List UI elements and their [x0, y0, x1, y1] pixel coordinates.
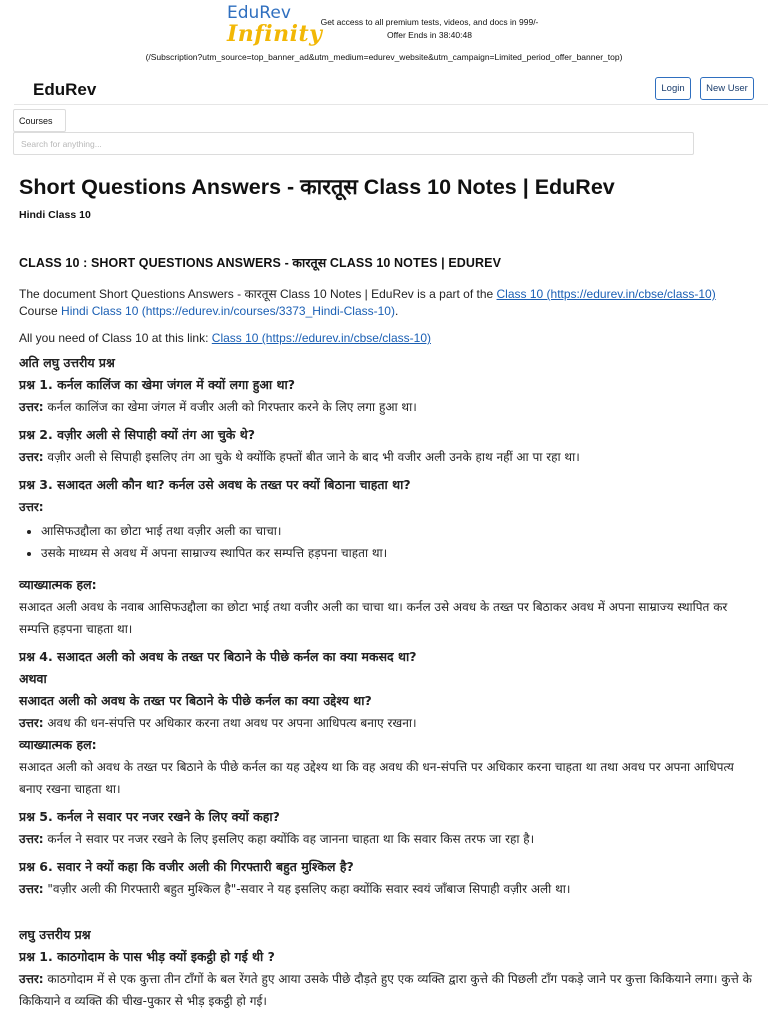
answer-1 — [19, 396, 754, 418]
answer-3-list — [41, 520, 754, 564]
answer-4 — [19, 712, 754, 734]
answer-6 — [19, 878, 754, 900]
answer-text: कर्नल ने सवार पर नजर रखने के लिए इसलिए कहा क्योंकि वह जानना चाहता था कि सवार किस तरफ जा रहा है। — [43, 832, 535, 846]
question-6: प्रश्न 6. सवार ने क्यों कहा कि वजीर अली की गिरफ्तारी बहुत मुश्किल है? — [19, 859, 354, 874]
header-divider — [14, 104, 768, 105]
answer-label: उत्तर: — [19, 972, 44, 986]
answer-text: काठगोदाम में से एक कुत्ता तीन टाँगों के बल रेंगते हुए आया उसके पीछे दौड़ते हुए एक व्यक्ति द्वारा कुत्ते की पिछली टाँग पकड़े जाने पर कुत्ता किकियाने लगा। कुत्ते के किकियाने व व्यक्ति की चीख-पुकार से भीड़ इकट्ठी हो गई। — [19, 972, 752, 1008]
explain-text-3: सआदत अली अवध के नवाब आसिफउद्दौला का छोटा भाई तथा वजीर अली का चाचा था। कर्नल उसे अवध के तख्त पर बिठाकर अवध में अपना साम्राज्य स्थापित कर सम्पत्ति हड़पना चाहता था। — [19, 600, 728, 636]
answer-3-label — [19, 496, 754, 518]
explain-text-4: सआदत अली को अवध के तख्त पर बिठाने के पीछे कर्नल का यह उद्देश्य था कि वह अवध की धन-संपत्ति पर अधिकार करना चाहता था तथा अवध पर अपना आधिपत्य बनाए रखना चाहता था। — [19, 760, 734, 796]
answer-label: उत्तर: — [19, 450, 44, 464]
promo-banner[interactable] — [0, 0, 768, 64]
question-3: प्रश्न 3. सआदत अली कौन था? कर्नल उसे अवध के तख्त पर क्यों बिठाना चाहता था? — [19, 477, 411, 492]
question-1: प्रश्न 1. कर्नल कालिंज का खेमा जंगल में क्यों लगा हुआ था? — [19, 377, 295, 392]
page-subtitle[interactable]: Hindi Class 10 — [19, 209, 91, 221]
answer-text: "वज़ीर अली की गिरफ्तारी बहुत मुश्किल है"-सवार ने यह इसलिए कहा क्योंकि सवार स्वयं जाँबाज सिपाही वज़ीर अली था। — [43, 882, 571, 896]
answer-text: वज़ीर अली से सिपाही इसलिए तंग आ चुके थे क्योंकि हफ्तों बीत जाने के बाद भी वजीर अली उनके हाथ नहीं आ पा रहा था। — [43, 450, 580, 464]
list-item: • आसिफउद्दौला का छोटा भाई तथा वज़ीर अली का चाचा। — [41, 520, 754, 542]
section-heading-1: अति लघु उत्तरीय प्रश्न — [19, 355, 115, 370]
explain-label-3: व्याख्यात्मक हल: — [19, 577, 97, 592]
all-need-text: All you need of Class 10 at this link: — [19, 331, 212, 345]
brand-logo[interactable]: EduRev — [33, 80, 97, 99]
logo-edurev-text: EduRev — [227, 3, 291, 23]
document-intro — [19, 286, 754, 320]
page-title: Short Questions Answers - कारतूस Class 10 Notes | EduRev — [19, 175, 615, 199]
intro-end: . — [394, 304, 399, 318]
s2-answer-1 — [19, 968, 754, 1012]
answer-label: उत्तर: — [19, 832, 44, 846]
question-5: प्रश्न 5. कर्नल ने सवार पर नजर रखने के लिए क्यों कहा? — [19, 809, 280, 824]
hindi-course-link[interactable]: Hindi Class 10 (https://edurev.in/courses/3373_Hindi-Class-10) — [61, 304, 395, 318]
promo-line-2: Offer Ends in 38:40:48 — [387, 30, 472, 40]
explain-label-4: व्याख्यात्मक हल: — [19, 737, 97, 752]
edurev-infinity-logo — [227, 3, 323, 52]
all-you-need — [19, 330, 754, 347]
answer-label: उत्तर: — [19, 400, 44, 414]
intro-mid: Course — [19, 304, 62, 318]
courses-tab[interactable]: Courses — [13, 109, 66, 132]
question-4-alt: सआदत अली को अवध के तख्त पर बिठाने के पीछे कर्नल का क्या उद्देश्य था? — [19, 693, 372, 708]
s2-question-1: प्रश्न 1. काठगोदाम के पास भीड़ क्यों इकट्ठी हो गई थी ? — [19, 949, 275, 964]
main-content — [19, 174, 754, 1012]
intro-text: The document Short Questions Answers - कारतूस Class 10 Notes | EduRev is a part of the — [19, 287, 497, 301]
section-heading-2: लघु उत्तरीय प्रश्न — [19, 927, 91, 942]
new-user-button[interactable]: New User — [700, 77, 754, 100]
answer-2 — [19, 446, 754, 468]
login-button[interactable]: Login — [655, 77, 691, 100]
promo-url[interactable]: (/Subscription?utm_source=top_banner_ad&utm_medium=edurev_website&utm_campaign=Limited_period_offer_banner_top) — [145, 52, 623, 62]
promo-text — [307, 16, 552, 42]
class10-link[interactable]: Class 10 (https://edurev.in/cbse/class-10) — [496, 287, 716, 301]
list-item: • उसके माध्यम से अवध में अपना साम्राज्य स्थापित कर सम्पत्ति हड़पना चाहता था। — [41, 542, 754, 564]
class10-link-2[interactable]: Class 10 (https://edurev.in/cbse/class-10) — [211, 331, 431, 345]
search-input[interactable] — [13, 132, 694, 155]
promo-line-1: Get access to all premium tests, videos, and docs in 999/- — [320, 17, 539, 27]
answer-label: उत्तर: — [19, 882, 44, 896]
answer-text: कर्नल कालिंज का खेमा जंगल में वजीर अली को गिरफ्तार करने के लिए लगा हुआ था। — [43, 400, 417, 414]
document-heading: CLASS 10 : SHORT QUESTIONS ANSWERS - कारतूस CLASS 10 NOTES | EDUREV — [19, 256, 502, 270]
question-4: प्रश्न 4. सआदत अली को अवध के तख्त पर बिठाने के पीछे कर्नल का क्या मकसद था? — [19, 649, 417, 664]
answer-label: उत्तर: — [19, 716, 44, 730]
answer-label: उत्तर: — [19, 500, 44, 514]
logo-infinity-text: Infinity — [227, 21, 323, 47]
answer-5 — [19, 828, 754, 850]
question-2: प्रश्न 2. वज़ीर अली से सिपाही क्यों तंग आ चुके थे? — [19, 427, 255, 442]
answer-text: अवध की धन-संपत्ति पर अधिकार करना तथा अवध पर अपना आधिपत्य बनाए रखना। — [43, 716, 417, 730]
question-4-or: अथवा — [19, 671, 47, 686]
